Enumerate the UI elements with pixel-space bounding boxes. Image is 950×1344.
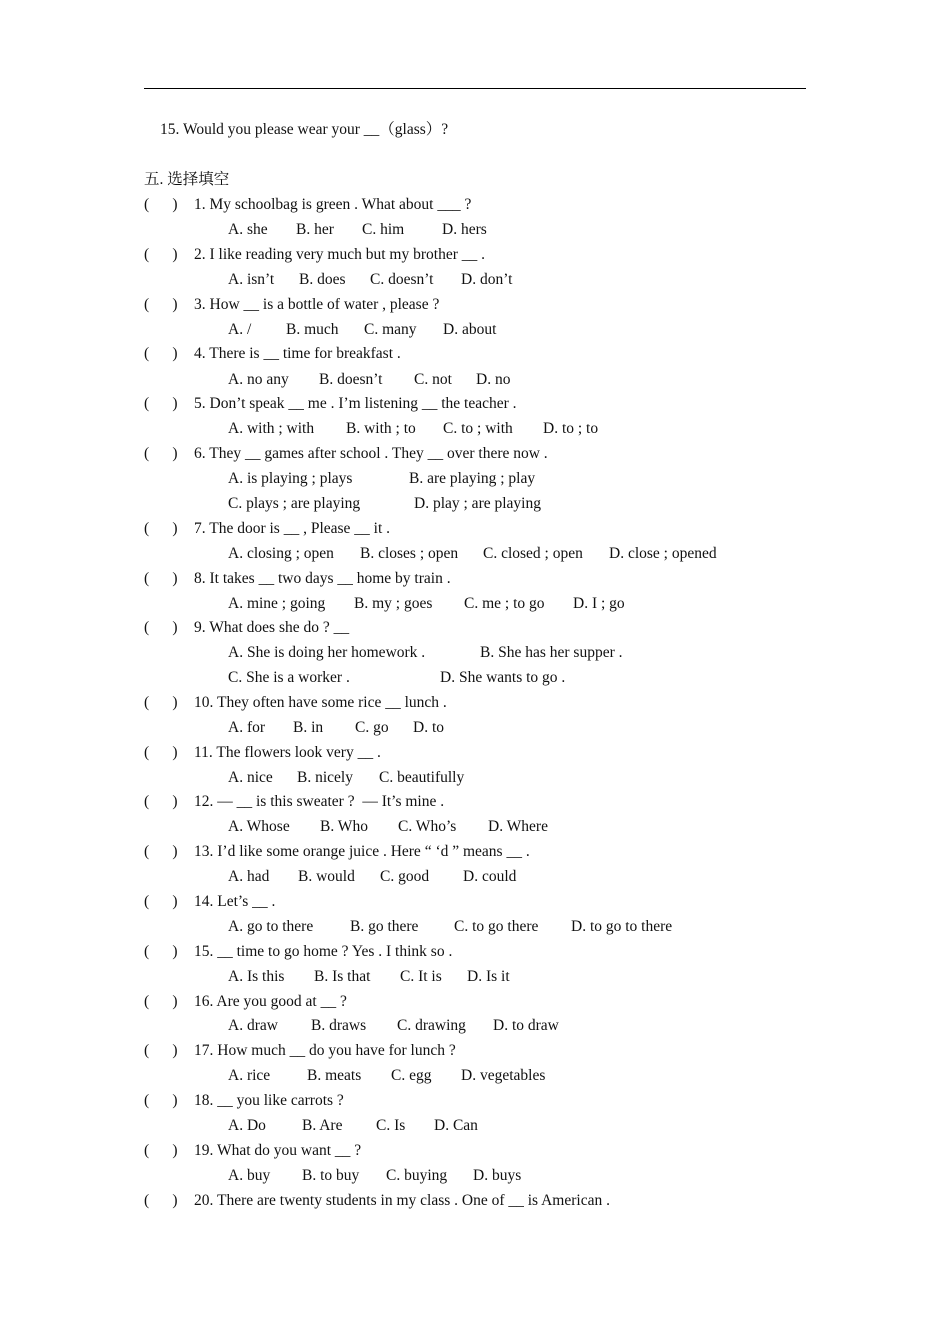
question-5 [144,394,517,414]
option-b: B. much [286,321,339,338]
option-b: B. nicely [297,769,353,786]
option-b: B. Who [320,818,368,835]
option-a: A. she [228,221,268,238]
option-b: B. closes ; open [360,545,459,562]
question-stem: 16. Are you good at __ ? [194,993,347,1010]
option-d: D. about [443,321,497,338]
question-stem: 10. They often have some rice __ lunch . [194,694,447,711]
option-a: A. Whose [228,818,290,835]
question-stem: 8. It takes __ two days __ home by train . [194,570,451,587]
option-d: D. She wants to go . [440,669,566,686]
question-4 [144,344,401,364]
option-c: C. It is [400,968,442,985]
option-b: B. with ; to [346,420,416,437]
section-title: 五. 选择填空 [144,171,230,188]
previous-item: 15. Would you please wear your __（glass）? [160,121,449,138]
question-stem: 5. Don’t speak __ me . I’m listening __ the teacher . [194,395,517,412]
question-18 [144,1091,344,1111]
option-d: D. to go to there [571,918,673,935]
question-stem: 9. What does she do ? __ [194,619,350,636]
answer-blank[interactable]: ( ) [144,246,178,263]
option-b: B. meats [307,1067,362,1084]
option-c: C. doesn’t [370,271,434,288]
answer-blank[interactable]: ( ) [144,570,178,587]
answer-blank[interactable]: ( ) [144,296,178,313]
question-stem: 17. How much __ do you have for lunch ? [194,1042,456,1059]
option-a: A. Is this [228,968,285,985]
option-a: A. / [228,321,252,338]
question-14 [144,892,275,912]
question-6 [144,444,548,464]
answer-blank[interactable]: ( ) [144,694,178,711]
option-d: D. hers [442,221,487,238]
option-a: A. go to there [228,918,314,935]
question-1 [144,195,471,215]
question-stem: 19. What do you want __ ? [194,1142,362,1159]
option-d: D. vegetables [461,1067,546,1084]
question-stem: 18. __ you like carrots ? [194,1092,344,1109]
question-stem: 14. Let’s __ . [194,893,276,910]
option-a: A. with ; with [228,420,315,437]
question-13 [144,842,530,862]
option-a: A. is playing ; plays [228,470,353,487]
question-stem: 3. How __ is a bottle of water , please ? [194,296,440,313]
option-c: C. plays ; are playing [228,495,361,512]
question-stem: 12. — __ is this sweater ? — It’s mine . [194,793,445,810]
option-d: D. could [463,868,517,885]
answer-blank[interactable]: ( ) [144,196,178,213]
answer-blank[interactable]: ( ) [144,943,178,960]
answer-blank[interactable]: ( ) [144,1042,178,1059]
option-a: A. nice [228,769,273,786]
question-12 [144,792,444,812]
question-stem: 20. There are twenty students in my class . One of __ is American . [194,1192,610,1209]
option-a: A. rice [228,1067,271,1084]
option-d: D. to ; to [543,420,599,437]
answer-blank[interactable]: ( ) [144,1142,178,1159]
option-d: D. buys [473,1167,522,1184]
option-b: B. Are [302,1117,343,1134]
option-a: A. had [228,868,270,885]
option-b: B. draws [311,1017,367,1034]
option-d: D. don’t [461,271,513,288]
option-a: A. buy [228,1167,271,1184]
question-3 [144,295,439,315]
option-c: C. go [355,719,389,736]
answer-blank[interactable]: ( ) [144,993,178,1010]
option-d: D. Where [488,818,548,835]
option-c: C. egg [391,1067,432,1084]
answer-blank[interactable]: ( ) [144,520,178,537]
question-stem: 15. __ time to go home ? Yes . I think so . [194,943,453,960]
question-stem: 13. I’d like some orange juice . Here “ ‘d ” means __ . [194,843,530,860]
option-c: C. She is a worker . [228,669,350,686]
answer-blank[interactable]: ( ) [144,445,178,462]
answer-blank[interactable]: ( ) [144,1192,178,1209]
answer-blank[interactable]: ( ) [144,1092,178,1109]
option-d: D. play ; are playing [414,495,541,512]
option-a: A. no any [228,371,289,388]
option-c: C. many [364,321,417,338]
option-d: D. Is it [467,968,510,985]
question-10 [144,693,447,713]
option-b: B. She has her supper . [480,644,623,661]
option-c: C. not [414,371,452,388]
question-15 [144,942,452,962]
question-11 [144,743,381,763]
option-c: C. to ; with [443,420,513,437]
question-19 [144,1141,361,1161]
option-b: B. go there [350,918,419,935]
option-c: C. buying [386,1167,448,1184]
option-a: A. draw [228,1017,278,1034]
question-stem: 2. I like reading very much but my brother __ . [194,246,485,263]
answer-blank[interactable]: ( ) [144,793,178,810]
option-b: B. my ; goes [354,595,433,612]
option-c: C. Who’s [398,818,457,835]
option-d: D. Can [434,1117,478,1134]
option-d: D. I ; go [573,595,625,612]
answer-blank[interactable]: ( ) [144,744,178,761]
question-7 [144,519,390,539]
option-b: B. to buy [302,1167,360,1184]
question-17 [144,1041,456,1061]
question-16 [144,992,347,1012]
question-8 [144,569,451,589]
answer-blank[interactable]: ( ) [144,395,178,412]
question-stem: 11. The flowers look very __ . [194,744,381,761]
option-c: C. him [362,221,405,238]
answer-blank[interactable]: ( ) [144,843,178,860]
option-c: C. to go there [454,918,539,935]
option-a: A. for [228,719,266,736]
option-b: B. Is that [314,968,371,985]
option-b: B. would [298,868,355,885]
option-d: D. no [476,371,511,388]
option-c: C. drawing [397,1017,466,1034]
option-c: C. beautifully [379,769,465,786]
header-rule [144,88,806,89]
option-a: A. Do [228,1117,266,1134]
question-stem: 4. There is __ time for breakfast . [194,345,401,362]
answer-blank[interactable]: ( ) [144,345,178,362]
question-9 [144,618,349,638]
option-a: A. closing ; open [228,545,334,562]
option-d: D. to [413,719,444,736]
answer-blank[interactable]: ( ) [144,893,178,910]
option-a: A. mine ; going [228,595,326,612]
option-d: D. close ; opened [609,545,717,562]
question-stem: 1. My schoolbag is green . What about ___ ? [194,196,472,213]
option-a: A. She is doing her homework . [228,644,426,661]
option-c: C. Is [376,1117,406,1134]
question-2 [144,245,485,265]
option-d: D. to draw [493,1017,559,1034]
option-c: C. good [380,868,430,885]
option-b: B. in [293,719,324,736]
option-b: B. does [299,271,346,288]
option-b: B. are playing ; play [409,470,536,487]
option-c: C. closed ; open [483,545,583,562]
question-20 [144,1191,610,1211]
option-a: A. isn’t [228,271,275,288]
option-b: B. her [296,221,334,238]
option-c: C. me ; to go [464,595,545,612]
question-stem: 7. The door is __ , Please __ it . [194,520,391,537]
question-stem: 6. They __ games after school . They __ over there now . [194,445,548,462]
answer-blank[interactable]: ( ) [144,619,178,636]
option-b: B. doesn’t [319,371,383,388]
